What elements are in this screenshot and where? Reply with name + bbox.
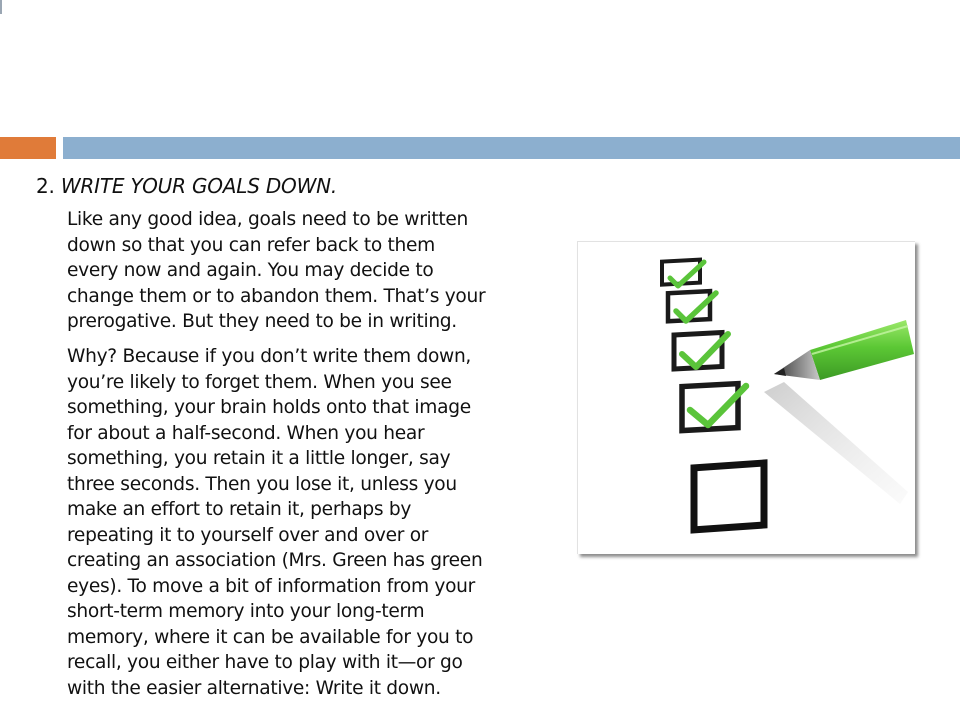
- paragraph-line: short-term memory into your long-term: [67, 601, 425, 622]
- heading-number: 2.: [36, 174, 55, 198]
- paragraph-line: make an effort to retain it, perhaps by: [67, 499, 412, 520]
- checklist-illustration: [577, 241, 915, 554]
- pencil-shadow: [764, 382, 908, 504]
- paragraph-line: something, your brain holds onto that image: [67, 397, 471, 418]
- slide-corner-mark: [0, 0, 2, 14]
- paragraph-line: for about a half-second. When you hear: [67, 422, 425, 444]
- section-heading: [36, 172, 337, 200]
- paragraph-line: Like any good idea, goals need to be written: [67, 209, 469, 230]
- paragraph-line: every now and again. You may decide to: [67, 260, 434, 281]
- header-accent-bar-blue: [63, 137, 960, 159]
- paragraph-line: repeating it to yourself over and over or: [67, 524, 429, 546]
- paragraph-line: recall, you either have to play with it—or go: [67, 652, 463, 673]
- paragraph-line: eyes). To move a bit of information from your: [67, 575, 475, 597]
- checkbox-checked: [668, 291, 716, 321]
- paragraph-line: Why? Because if you don’t write them down,: [67, 346, 472, 367]
- paragraph-line: creating an association (Mrs. Green has green: [67, 550, 483, 571]
- paragraph-line: down so that you can refer back to them: [67, 234, 435, 256]
- paragraph-1: [67, 207, 567, 335]
- checkbox-checked: [682, 384, 746, 431]
- paragraph-line: something, you retain it a little longer, say: [67, 448, 451, 469]
- paragraph-line: with the easier alternative: Write it down.: [67, 677, 441, 699]
- paragraph-line: prerogative. But they need to be in writing.: [67, 311, 457, 332]
- checkbox-checked: [662, 260, 704, 286]
- paragraph-2: [67, 344, 567, 701]
- checklist-with-pencil-icon: [578, 242, 915, 554]
- paragraph-line: memory, where it can be available for you to: [67, 626, 474, 648]
- checkbox-checked: [674, 332, 728, 369]
- pencil-icon: [774, 320, 914, 380]
- heading-title: WRITE YOUR GOALS DOWN.: [60, 174, 338, 198]
- paragraph-line: you’re likely to forget them. When you see: [67, 371, 452, 393]
- checkbox-empty: [694, 463, 764, 530]
- paragraph-line: three seconds. Then you lose it, unless you: [67, 473, 457, 495]
- paragraph-line: change them or to abandon them. That’s your: [67, 285, 486, 307]
- header-accent-bar-orange: [0, 137, 56, 159]
